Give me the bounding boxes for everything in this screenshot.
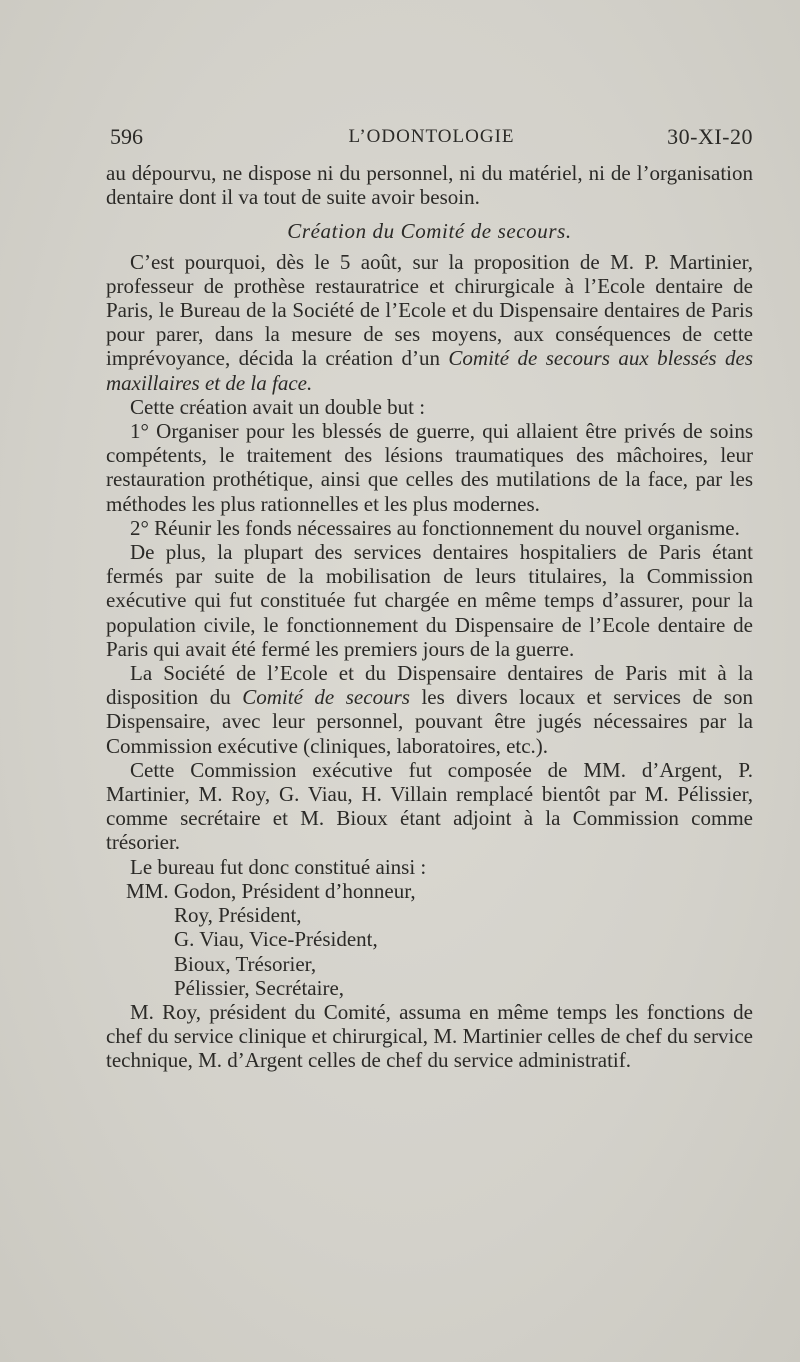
bureau-list [106, 879, 753, 1000]
paragraph-text: les divers locaux et services de son Dispensaire, avec leur personnel, pouvant être jugés nécessaires par la Commission exécutive (cliniques, laboratoires, etc.). [106, 685, 753, 758]
body-text [106, 161, 753, 1073]
paragraph-bureau-intro: Le bureau fut donc constitué ainsi : [130, 854, 427, 879]
committee-name: Comité de secours aux blessés des maxillaires et de la face. [106, 346, 753, 395]
paragraph-goal-2: 2° Réunir les fonds nécessaires au fonctionnement du nouvel organisme. [130, 515, 740, 540]
paragraph-services: De plus, la plupart des services dentaires hospitaliers de Paris étant fermés par suite de la mobilisation de leurs titulaires, la Commission exécutive qui fut constituée fut chargée en même temps d’assurer, pour la population civile, le fonctionnement du Dispensaire de l’Ecole dentaire de Paris qui avait été fermé les premiers jours de la guerre. [106, 540, 753, 661]
running-header [110, 124, 753, 152]
paragraph-functions: M. Roy, président du Comité, assuma en même temps les fonctions de chef du service clinique et chirurgical, M. Martinier celles de chef du service technique, M. d’Argent celles de chef du service administratif. [106, 999, 753, 1073]
issue-date: 30-XI-20 [667, 124, 753, 149]
section-heading: Création du Comité de secours. [287, 219, 572, 244]
bureau-member: G. Viau, Vice-Président, [174, 927, 378, 952]
paragraph-creation [106, 250, 753, 395]
paragraph-text: C’est pourquoi, dès le 5 août, sur la proposition de M. P. Martinier, professeur de prothèse restauratrice et chirurgicale à l’Ecole dentaire de Paris, le Bureau de la Société de l’Ecole et du Dispensaire dentaires de Paris pour parer, dans la mesure de ses moyens, aux conséquences de cette imprévoyance, décida la création d’un [106, 249, 753, 371]
page-number: 596 [110, 124, 143, 149]
paragraph-continuation: au dépourvu, ne dispose ni du personnel, ni du matériel, ni de l’organisation dentaire dont il va tout de suite avoir besoin. [106, 161, 753, 210]
bureau-member: MM. Godon, Président d’honneur, [126, 878, 416, 903]
bureau-member: Bioux, Trésorier, [174, 951, 317, 976]
bureau-member: Pélissier, Secrétaire, [174, 975, 345, 1000]
bureau-member: Roy, Président, [174, 903, 302, 928]
running-title: L’ODONTOLOGIE [348, 126, 515, 147]
paragraph-commission: Cette Commission exécutive fut composée de MM. d’Argent, P. Martinier, M. Roy, G. Viau, H. Villain remplacé bientôt par M. Pélissier, comme secrétaire et M. Bioux étant adjoint à la Commission comme trésorier. [106, 757, 753, 855]
paragraph-goal-1: 1° Organiser pour les blessés de guerre, qui allaient être privés de soins compétents, le traitement des lésions traumatiques des mâchoires, leur restauration prothétique, ainsi que celles des mutilations de la face, par les méthodes les plus rationnelles et les plus modernes. [106, 419, 753, 516]
committee-reference: Comité de secours [242, 685, 410, 710]
paragraph-society [106, 661, 753, 758]
paragraph-purpose: Cette création avait un double but : [130, 394, 426, 419]
paragraph-text: La Société de l’Ecole et du Dispensaire dentaires de Paris mit à la disposition du [106, 661, 753, 710]
